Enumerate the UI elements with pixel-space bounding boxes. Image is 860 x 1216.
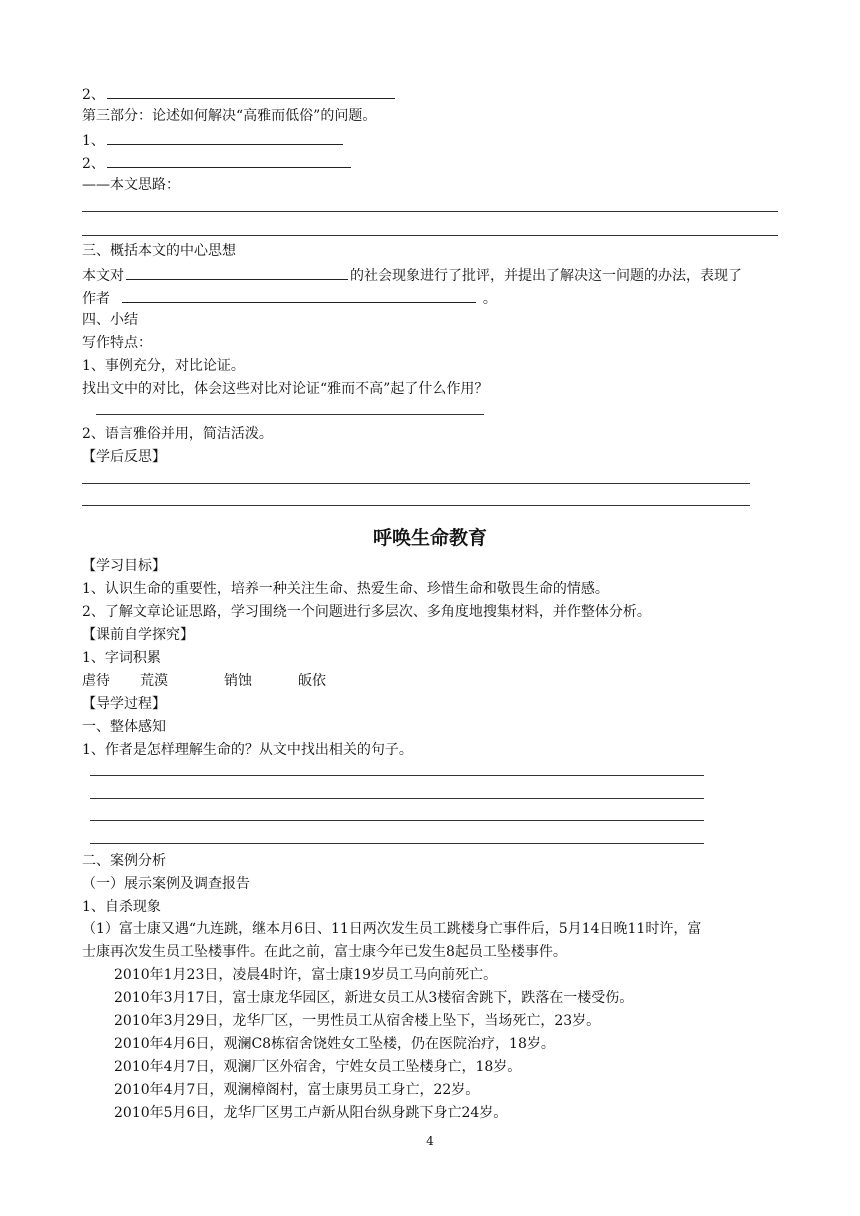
thinking-label: ——本文思路： bbox=[82, 177, 180, 193]
writing-rule[interactable] bbox=[90, 820, 704, 821]
event-item: 2010年4月7日，观澜樟阁村，富士康男员工身亡，22岁。 bbox=[114, 1082, 480, 1098]
answer-line-item2: 2、 bbox=[82, 84, 397, 104]
blank-line[interactable] bbox=[122, 288, 476, 303]
event-item: 2010年3月17日，富士康龙华园区，新进女员工从3楼宿舍跳下，跌落在一楼受伤。 bbox=[114, 990, 634, 1006]
vocab-word: 荒漠 bbox=[140, 673, 168, 689]
goals-heading: 【学习目标】 bbox=[82, 558, 166, 574]
vocab-word: 皈依 bbox=[298, 673, 326, 689]
blank-line[interactable] bbox=[126, 265, 348, 280]
section4-heading: 四、小结 bbox=[82, 312, 138, 328]
feature2: 2、语言雅俗并用，简洁活泼。 bbox=[82, 426, 273, 442]
blank-line[interactable] bbox=[107, 130, 343, 145]
goal-1: 1、认识生命的重要性，培养一种关注生命、热爱生命、珍惜生命和敬畏生命的情感。 bbox=[82, 581, 609, 597]
vocab-list bbox=[82, 672, 326, 690]
lesson-title: 呼唤生命教育 bbox=[372, 527, 487, 549]
event-item: 2010年5月6日，龙华厂区男工卢新从阳台纵身跳下身亡24岁。 bbox=[114, 1105, 508, 1121]
vocab-heading: 1、字词积累 bbox=[82, 650, 161, 666]
case-heading: 二、案例分析 bbox=[82, 853, 166, 869]
preview-heading: 【课前自学探究】 bbox=[82, 627, 194, 643]
writing-rule[interactable] bbox=[90, 775, 704, 776]
case-subheading: （一）展示案例及调查报告 bbox=[82, 876, 250, 892]
page-number: 4 bbox=[426, 1134, 434, 1148]
event-item: 2010年3月29日，龙华厂区，一男性员工从宿舍楼上坠下，当场死亡，23岁。 bbox=[114, 1013, 601, 1029]
writing-rule[interactable] bbox=[82, 211, 778, 212]
feature1-question: 找出文中的对比，体会这些对比对论证“雅而不高”起了什么作用？ bbox=[82, 381, 489, 397]
process-heading: 【导学过程】 bbox=[82, 696, 166, 712]
part3-heading: 第三部分：论述如何解决“高雅而低俗”的问题。 bbox=[82, 108, 377, 124]
writing-rule[interactable] bbox=[82, 235, 778, 236]
event-item: 2010年4月7日，观澜厂区外宿舍，宁姓女员工坠楼身亡，18岁。 bbox=[114, 1059, 522, 1075]
suicide-heading: 1、自杀现象 bbox=[82, 899, 161, 915]
answer-line-p3-1: 1、 bbox=[82, 130, 345, 150]
writing-rule[interactable] bbox=[82, 505, 750, 506]
writing-rule[interactable] bbox=[82, 483, 750, 484]
answer-line-p3-2: 2、 bbox=[82, 153, 353, 173]
feature1: 1、事例充分，对比论证。 bbox=[82, 358, 245, 374]
writing-rule[interactable] bbox=[96, 414, 484, 415]
writing-rule[interactable] bbox=[90, 798, 704, 799]
vocab-word: 虐待 bbox=[82, 673, 110, 689]
vocab-word: 销蚀 bbox=[224, 673, 252, 689]
blank-line[interactable] bbox=[107, 153, 351, 168]
overview-heading: 一、整体感知 bbox=[82, 719, 166, 735]
event-item: 2010年4月6日，观澜C8栋宿舍饶姓女工坠楼，仍在医院治疗，18岁。 bbox=[114, 1036, 555, 1052]
central-idea-line1: 本文对 的社会现象进行了批评，并提出了解决这一问题的办法，表现了 bbox=[82, 265, 742, 285]
event-item: 2010年1月23日，凌晨4时许，富士康19岁员工马向前死亡。 bbox=[114, 967, 498, 983]
case-paragraph-line2: 士康再次发生员工坠楼事件。在此之前，富士康今年已发生8起员工坠楼事件。 bbox=[82, 944, 567, 960]
writing-features-label: 写作特点： bbox=[82, 335, 152, 351]
reflection-heading: 【学后反思】 bbox=[82, 449, 166, 465]
blank-line[interactable] bbox=[107, 84, 395, 99]
section3-heading: 三、概括本文的中心思想 bbox=[82, 243, 236, 259]
case-paragraph-line1: （1）富士康又遇“九连跳，继本月6日、11日两次发生员工跳楼身亡事件后，5月14日晚11时许，富 bbox=[82, 921, 702, 937]
goal-2: 2、了解文章论证思路，学习围绕一个问题进行多层次、多角度地搜集材料，并作整体分析。 bbox=[82, 604, 651, 620]
question-1: 1、作者是怎样理解生命的？从文中找出相关的句子。 bbox=[82, 742, 413, 758]
central-idea-line2: 作者 。 bbox=[82, 288, 497, 308]
writing-rule[interactable] bbox=[90, 843, 704, 844]
